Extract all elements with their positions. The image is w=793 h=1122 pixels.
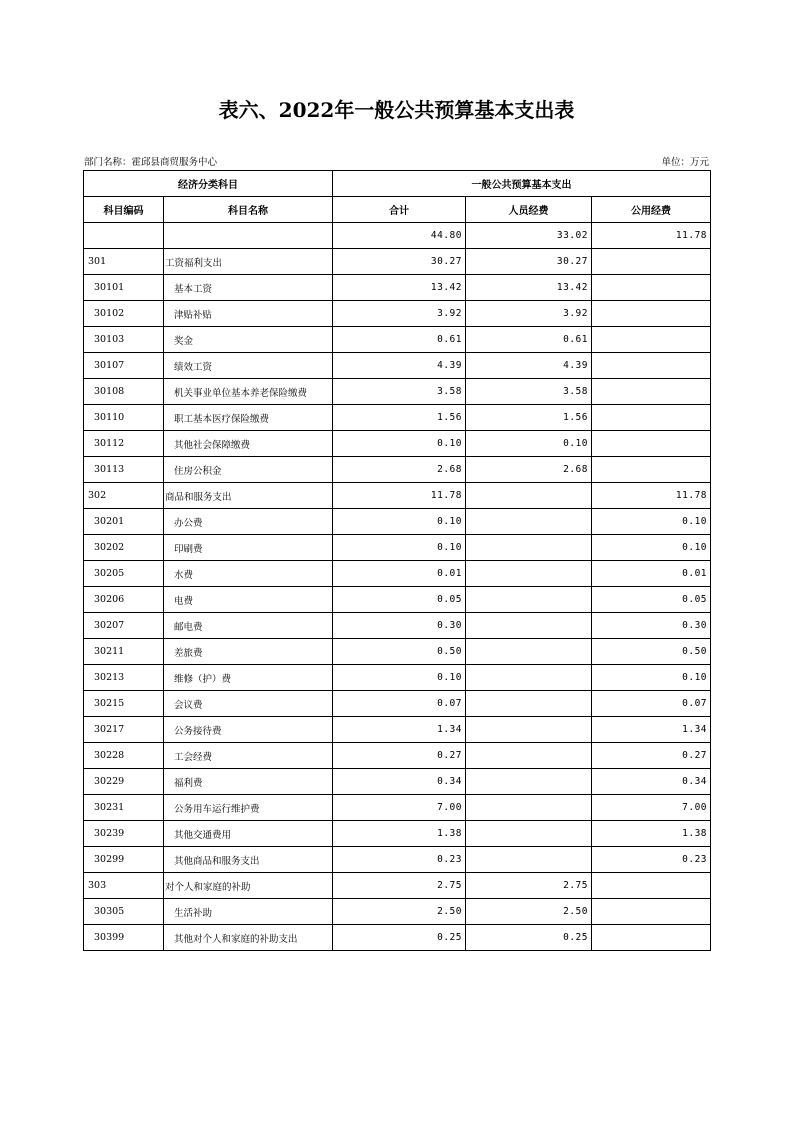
cell-name: 公务接待费 xyxy=(164,717,333,743)
header-group-row xyxy=(84,171,711,197)
cell-personnel xyxy=(466,665,592,691)
cell-personnel: 33.02 xyxy=(466,223,592,249)
cell-name: 基本工资 xyxy=(164,275,333,301)
cell-personnel: 2.75 xyxy=(466,873,592,899)
cell-name: 公务用车运行维护费 xyxy=(164,795,333,821)
cell-personnel xyxy=(466,587,592,613)
cell-code: 303 xyxy=(84,873,164,899)
table-row xyxy=(84,275,711,301)
cell-name: 工资福利支出 xyxy=(164,249,333,275)
cell-name: 其他商品和服务支出 xyxy=(164,847,333,873)
cell-personnel xyxy=(466,509,592,535)
cell-total: 0.30 xyxy=(333,613,466,639)
cell-name: 津贴补贴 xyxy=(164,301,333,327)
table-row xyxy=(84,353,711,379)
cell-personnel xyxy=(466,847,592,873)
cell-total: 2.75 xyxy=(333,873,466,899)
cell-total: 3.58 xyxy=(333,379,466,405)
cell-name: 电费 xyxy=(164,587,333,613)
cell-public: 0.50 xyxy=(592,639,711,665)
cell-personnel xyxy=(466,561,592,587)
cell-personnel: 1.56 xyxy=(466,405,592,431)
cell-personnel xyxy=(466,743,592,769)
cell-name: 办公费 xyxy=(164,509,333,535)
table-row xyxy=(84,223,711,249)
cell-total: 0.05 xyxy=(333,587,466,613)
cell-personnel xyxy=(466,613,592,639)
cell-personnel xyxy=(466,691,592,717)
cell-code: 30206 xyxy=(84,587,164,613)
table-row xyxy=(84,379,711,405)
cell-total: 4.39 xyxy=(333,353,466,379)
cell-code: 30217 xyxy=(84,717,164,743)
page-title: 表六、2022年一般公共预算基本支出表 xyxy=(218,98,575,122)
cell-total: 0.25 xyxy=(333,925,466,951)
table-body xyxy=(84,223,711,951)
table-row xyxy=(84,925,711,951)
table-row xyxy=(84,665,711,691)
cell-public xyxy=(592,353,711,379)
header-column-row xyxy=(84,197,711,223)
table-row xyxy=(84,639,711,665)
cell-total: 0.10 xyxy=(333,535,466,561)
cell-total: 0.10 xyxy=(333,431,466,457)
cell-public: 0.10 xyxy=(592,509,711,535)
cell-public: 11.78 xyxy=(592,223,711,249)
cell-total: 2.68 xyxy=(333,457,466,483)
cell-name: 印刷费 xyxy=(164,535,333,561)
cell-code: 30102 xyxy=(84,301,164,327)
cell-public: 1.38 xyxy=(592,821,711,847)
header-personnel: 人员经费 xyxy=(466,197,592,223)
table-row xyxy=(84,535,711,561)
cell-total: 2.50 xyxy=(333,899,466,925)
cell-total: 0.01 xyxy=(333,561,466,587)
table-row xyxy=(84,821,711,847)
cell-code: 302 xyxy=(84,483,164,509)
cell-name: 其他对个人和家庭的补助支出 xyxy=(164,925,333,951)
cell-name: 职工基本医疗保险缴费 xyxy=(164,405,333,431)
cell-name: 维修（护）费 xyxy=(164,665,333,691)
cell-code: 30299 xyxy=(84,847,164,873)
cell-public xyxy=(592,405,711,431)
cell-public xyxy=(592,301,711,327)
cell-public xyxy=(592,899,711,925)
cell-total: 0.34 xyxy=(333,769,466,795)
cell-code: 30207 xyxy=(84,613,164,639)
cell-total: 0.10 xyxy=(333,665,466,691)
cell-code: 30211 xyxy=(84,639,164,665)
cell-name: 其他交通费用 xyxy=(164,821,333,847)
cell-public: 1.34 xyxy=(592,717,711,743)
cell-total: 13.42 xyxy=(333,275,466,301)
cell-public xyxy=(592,457,711,483)
table-row xyxy=(84,769,711,795)
cell-total: 7.00 xyxy=(333,795,466,821)
cell-public xyxy=(592,249,711,275)
cell-personnel: 3.58 xyxy=(466,379,592,405)
cell-total: 1.38 xyxy=(333,821,466,847)
cell-personnel: 3.92 xyxy=(466,301,592,327)
cell-personnel: 2.68 xyxy=(466,457,592,483)
cell-personnel xyxy=(466,717,592,743)
cell-name xyxy=(164,223,333,249)
header-public: 公用经费 xyxy=(592,197,711,223)
cell-name: 邮电费 xyxy=(164,613,333,639)
cell-code: 30103 xyxy=(84,327,164,353)
cell-name: 绩效工资 xyxy=(164,353,333,379)
cell-public: 0.05 xyxy=(592,587,711,613)
cell-public: 0.10 xyxy=(592,665,711,691)
cell-code: 30201 xyxy=(84,509,164,535)
cell-personnel: 13.42 xyxy=(466,275,592,301)
cell-public: 11.78 xyxy=(592,483,711,509)
cell-personnel: 4.39 xyxy=(466,353,592,379)
cell-personnel: 30.27 xyxy=(466,249,592,275)
cell-code: 30113 xyxy=(84,457,164,483)
cell-public: 0.30 xyxy=(592,613,711,639)
header-group-economic-classification: 经济分类科目 xyxy=(84,171,333,197)
table-row xyxy=(84,847,711,873)
unit-label: 单位：万元 xyxy=(661,157,709,168)
cell-code: 30399 xyxy=(84,925,164,951)
table-header xyxy=(84,171,711,223)
cell-total: 3.92 xyxy=(333,301,466,327)
cell-code: 30239 xyxy=(84,821,164,847)
cell-name: 水费 xyxy=(164,561,333,587)
header-group-basic-expenditure: 一般公共预算基本支出 xyxy=(333,171,711,197)
cell-public xyxy=(592,873,711,899)
cell-code: 30107 xyxy=(84,353,164,379)
department-label: 部门名称：霍邱县商贸服务中心 xyxy=(84,157,218,168)
table-row xyxy=(84,483,711,509)
table-row xyxy=(84,249,711,275)
cell-public: 0.10 xyxy=(592,535,711,561)
table-row xyxy=(84,691,711,717)
table-row xyxy=(84,795,711,821)
cell-code: 30229 xyxy=(84,769,164,795)
header-code: 科目编码 xyxy=(84,197,164,223)
table-row xyxy=(84,509,711,535)
cell-public: 0.23 xyxy=(592,847,711,873)
cell-code xyxy=(84,223,164,249)
cell-public xyxy=(592,327,711,353)
cell-total: 1.56 xyxy=(333,405,466,431)
table-row xyxy=(84,561,711,587)
cell-total: 11.78 xyxy=(333,483,466,509)
cell-name: 住房公积金 xyxy=(164,457,333,483)
cell-total: 0.61 xyxy=(333,327,466,353)
cell-name: 对个人和家庭的补助 xyxy=(164,873,333,899)
cell-code: 30231 xyxy=(84,795,164,821)
cell-code: 30108 xyxy=(84,379,164,405)
cell-public: 0.27 xyxy=(592,743,711,769)
cell-name: 机关事业单位基本养老保险缴费 xyxy=(164,379,333,405)
table-row xyxy=(84,587,711,613)
header-total: 合计 xyxy=(333,197,466,223)
cell-personnel xyxy=(466,795,592,821)
cell-total: 0.50 xyxy=(333,639,466,665)
cell-total: 0.10 xyxy=(333,509,466,535)
cell-name: 差旅费 xyxy=(164,639,333,665)
cell-public xyxy=(592,275,711,301)
table-row xyxy=(84,613,711,639)
cell-personnel xyxy=(466,769,592,795)
table-row xyxy=(84,405,711,431)
cell-code: 301 xyxy=(84,249,164,275)
cell-personnel xyxy=(466,821,592,847)
table-row xyxy=(84,301,711,327)
table-row xyxy=(84,743,711,769)
cell-code: 30112 xyxy=(84,431,164,457)
table-row xyxy=(84,457,711,483)
cell-code: 30215 xyxy=(84,691,164,717)
cell-total: 1.34 xyxy=(333,717,466,743)
cell-code: 30205 xyxy=(84,561,164,587)
cell-name: 福利费 xyxy=(164,769,333,795)
cell-personnel xyxy=(466,535,592,561)
cell-total: 0.23 xyxy=(333,847,466,873)
cell-name: 商品和服务支出 xyxy=(164,483,333,509)
cell-code: 30101 xyxy=(84,275,164,301)
cell-public xyxy=(592,925,711,951)
cell-total: 0.07 xyxy=(333,691,466,717)
cell-personnel xyxy=(466,483,592,509)
cell-personnel: 0.10 xyxy=(466,431,592,457)
table-row xyxy=(84,899,711,925)
cell-code: 30213 xyxy=(84,665,164,691)
cell-code: 30228 xyxy=(84,743,164,769)
cell-public: 0.34 xyxy=(592,769,711,795)
cell-public: 0.01 xyxy=(592,561,711,587)
table-row xyxy=(84,717,711,743)
cell-public xyxy=(592,379,711,405)
table-row xyxy=(84,327,711,353)
cell-name: 奖金 xyxy=(164,327,333,353)
cell-personnel: 0.61 xyxy=(466,327,592,353)
cell-personnel xyxy=(466,639,592,665)
table-row xyxy=(84,431,711,457)
cell-public xyxy=(592,431,711,457)
cell-code: 30305 xyxy=(84,899,164,925)
cell-code: 30202 xyxy=(84,535,164,561)
cell-name: 工会经费 xyxy=(164,743,333,769)
cell-total: 44.80 xyxy=(333,223,466,249)
cell-code: 30110 xyxy=(84,405,164,431)
cell-public: 7.00 xyxy=(592,795,711,821)
cell-public: 0.07 xyxy=(592,691,711,717)
cell-personnel: 0.25 xyxy=(466,925,592,951)
cell-name: 其他社会保障缴费 xyxy=(164,431,333,457)
cell-total: 30.27 xyxy=(333,249,466,275)
cell-total: 0.27 xyxy=(333,743,466,769)
budget-table xyxy=(83,170,711,951)
table-row xyxy=(84,873,711,899)
cell-name: 生活补助 xyxy=(164,899,333,925)
cell-personnel: 2.50 xyxy=(466,899,592,925)
header-name: 科目名称 xyxy=(164,197,333,223)
cell-name: 会议费 xyxy=(164,691,333,717)
